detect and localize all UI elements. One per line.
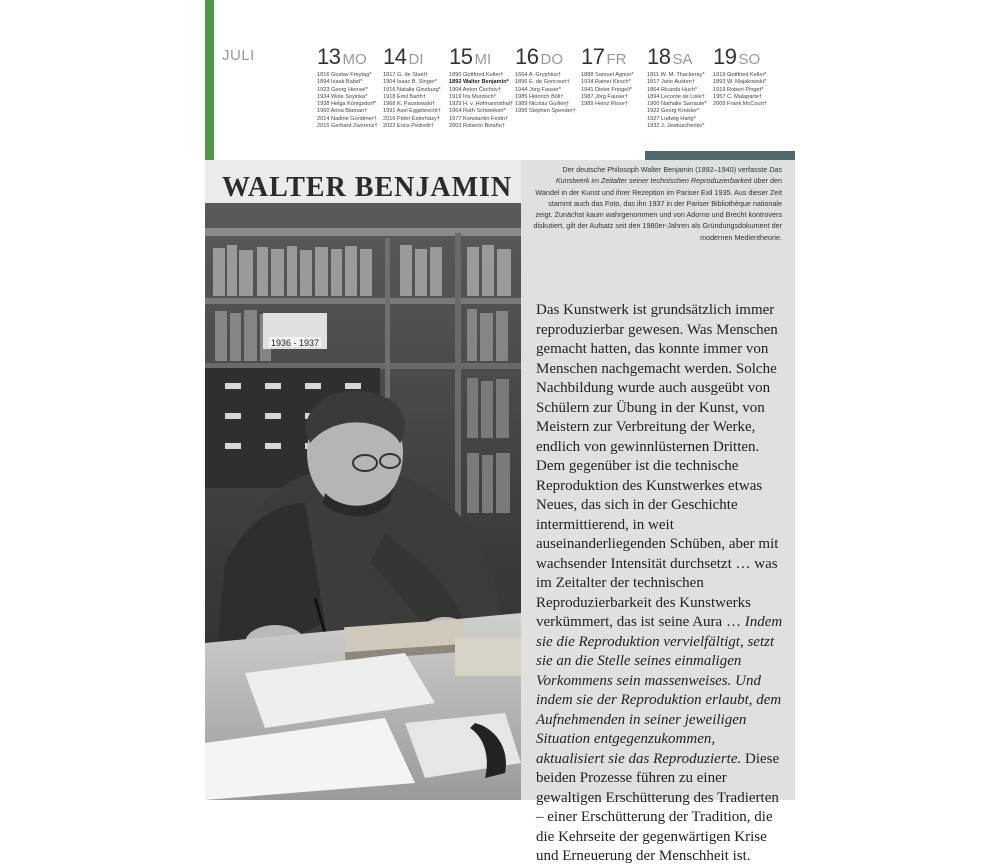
day-name: FR [606,51,627,68]
anniversary-list [647,72,713,130]
list-item: 2015 Gerhard Zwerenz† [317,123,378,130]
day-name: DO [540,51,563,68]
list-item: 1900 Nathalie Sarraute* [647,101,707,108]
anniversary-list [449,72,515,130]
list-item: 1957 C. Malaparte† [713,93,763,100]
list-item: 1916 Natalia Ginzburg* [383,86,441,93]
anniversary-list [515,72,581,116]
caption-text: Der deutsche Philosoph Walter Benjamin (1892–1940) verfasste [562,165,770,174]
list-item: 1817 Jane Austen† [647,79,695,86]
list-item: 1923 Georg Hensel* [317,86,368,93]
day-number: 15 [449,44,473,69]
caption-work-title: Das Kunstwerk im Zeitalter seiner technischen Reproduzierbarkeit [555,165,782,186]
day-name: DI [408,51,424,68]
list-item: 2016 Péter Esterházy† [383,115,440,122]
day-column-16 [515,44,581,116]
list-item: 2009 Frank McCourt† [713,101,768,108]
list-item: 1811 W. M. Thackeray* [647,72,705,78]
list-item: 1995 Stephen Spender† [515,108,576,115]
list-item: 1664 A. Gryphius† [515,72,562,78]
anniversary-list [383,72,449,130]
shelf-sign-text: 1936 - 1937 [270,338,320,348]
day-number: 16 [515,44,539,69]
list-item: 1918 Emil Barth† [383,93,426,100]
day-column-15 [449,44,515,130]
list-item: 1991 Axel Eggebrecht† [383,108,441,115]
list-item: 1893 W. Majakowski* [713,79,767,86]
caption-text-end: über den Wandel in der Kunst und ihrer Rezeption im Pariser Exil 1935. Aus dieser Zeit stammt auch das Foto, das ihn 1937 in der Pariser Bibliothèque nationale zeigt. Zunächst kaum wahrgenommen und von Adorno und Brecht kontrovers diskutiert, gilt der Aufsatz seit den 1980er-Jahren als Gründungsdokument der modernen Medientheorie. [533,176,782,242]
body-text-intro: Das Kunstwerk ist grundsätzlich immer reproduzierbar gewesen. Was Menschen gemacht hatten, das konnte immer von Menschen nachgemacht werden. Solche Nachbildung wurde auch ausgeübt von Schülern zur Übung in der Kunst, von Meistern zur Verbreitung der Werke, endlich von gewinnlüsternen Dritten. Dem gegenüber ist die technische Reproduktion des Kunstwerkes etwas Neues, das sich in der Geschichte intermittierend, in weit auseinanderliegenden Schüben, aber mit wachsender Intensität durchsetzt … was im Zeitalter der technischen Reproduzierbarkeit des Kunstwerks verkümmert, das ist seine Aura … [536,302,779,630]
list-item: 1985 Heinrich Böll† [515,93,564,100]
article-title: WALTER BENJAMIN [222,172,513,203]
list-item: 1927 Ludwig Harig* [647,115,696,122]
day-column-18 [647,44,713,130]
list-item: 1904 Anton Čechov† [449,86,501,93]
day-name: MO [342,51,367,68]
list-item: 1944 Jörg Fauser* [515,86,562,93]
day-number: 14 [383,44,407,69]
list-item: 1888 Samuel Agnon* [581,72,634,78]
list-item: 1941 Dieter Fringeli* [581,86,632,93]
body-text-end: Diese beiden Prozesse führen zu einer gewaltigen Erschütterung des Tradierten – einer Erschütterung der Tradition, die die Kehrseite der gegenwärtigen Krise und Erneuerung der Menschheit ist. [536,750,780,864]
body-text-italic: Indem sie die Reproduktion vervielfältigt, setzt sie an die Stelle seines einmaligen Vorkommens sein massenweises. Und indem sie der Reproduktion erlaubt, dem Aufnehmenden in seiner jeweiligen Situation entgegenzukommen, aktualisiert sie das Reproduzierte. [536,614,783,767]
list-item: 1896 E. de Goncourt† [515,79,570,86]
list-item: 1960 Anna Blaman† [317,108,368,115]
list-item: 1922 Georg Kreisler* [647,108,700,115]
list-item: 1890 Gottfried Keller† [449,72,504,78]
list-item: 1919 Iris Murdoch* [449,93,496,100]
article-body [536,301,786,867]
list-item: 1819 Gottfried Keller* [713,72,767,78]
day-number: 18 [647,44,671,69]
list-item: 1932 J. Jewtuschenko* [647,123,705,130]
day-number: 19 [713,44,737,69]
list-item: 1904 Isaac B. Singer* [383,79,438,86]
day-name: SO [738,51,761,68]
day-name: MI [474,51,492,68]
portrait-photo [205,203,521,800]
accent-bar-teal [645,151,795,160]
day-number: 13 [317,44,341,69]
list-item: 1894 Isaak Babel* [317,79,363,86]
photo-caption [532,164,782,243]
anniversary-list [581,72,647,108]
list-item: 2022 Erica Pedretti† [383,123,434,130]
day-column-14 [383,44,449,130]
list-item: 2014 Nadine Gordimer† [317,115,377,122]
list-item: 1968 K. Paustowski† [383,101,436,108]
list-item-highlight: 1892 Walter Benjamin* [449,79,509,86]
list-item: 1934 Rainer Kirsch* [581,79,631,86]
list-item: 1864 Ricarda Huch* [647,86,698,93]
day-number: 17 [581,44,605,69]
day-name: SA [672,51,693,68]
list-item: 1989 Nicolás Guillén† [515,101,570,108]
day-column-13 [317,44,383,130]
list-item: 1989 Heinz Risse† [581,101,628,108]
day-column-17 [581,44,647,108]
list-item: 1817 G. de Staël† [383,72,429,78]
list-item: 2003 Roberto Bolaño† [449,123,505,130]
list-item: 1894 Leconte de Lisle† [647,93,705,100]
list-item: 1964 Ruth Schweikert* [449,108,506,115]
list-item: 1938 Helga Königsdorf* [317,101,377,108]
month-label: JULI [222,47,255,64]
list-item: 1919 Robert Pinget* [713,86,764,93]
list-item: 1929 H. v. Hofmannsthal† [449,101,514,108]
day-column-19 [713,44,779,108]
accent-bar-green [205,0,214,160]
list-item: 1977 Konstantin Fedin† [449,115,509,122]
list-item: 1987 Jörg Fauser† [581,93,628,100]
anniversary-list [713,72,779,108]
anniversary-list [317,72,383,130]
list-item: 1934 Wole Soyinka* [317,93,368,100]
list-item: 1816 Gustav Freytag* [317,72,372,78]
